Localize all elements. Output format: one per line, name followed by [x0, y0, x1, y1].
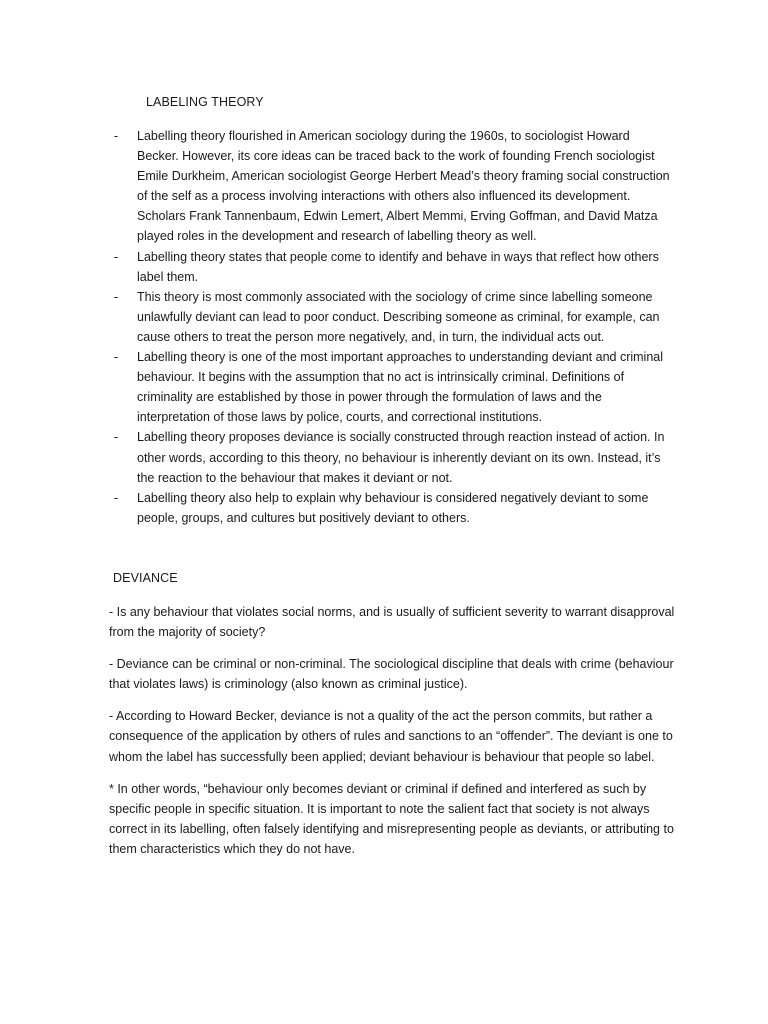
bullet-dash: - — [114, 249, 119, 264]
bullet-dash: - — [114, 129, 119, 143]
list-item-text: Labelling theory proposes deviance is socially constructed through reaction instead of action. In other words, according to this theory, no behaviour is inherently deviant on its own. Instead, it’s the reaction to the behaviour that makes it deviant or not. — [137, 430, 665, 485]
list-item-text: Labelling theory also help to explain why behaviour is considered negatively deviant to some people, groups, and cultures but positively deviant to others. — [137, 490, 649, 525]
list-item-text: Labelling theory flourished in American sociology during the 1960s, to sociologist Howard Becker. However, its core ideas can be traced back to the work of founding French sociologist Emile Durkheim, American sociologist George Herbert Mead’s theory framing social construction of the self as a process involving interactions with others also influenced its development. Scholars Frank Tannenbaum, Edwin Lemert, Albert Memmi, Erving Goffman, and David Matza played roles in the development and research of labelling theory as well. — [137, 129, 670, 244]
deviance-section — [109, 602, 675, 871]
list-item — [114, 347, 674, 427]
deviance-paragraph: * In other words, “behaviour only becomes deviant or criminal if defined and interfered as such by specific people in specific situation. It is important to note the salient fact that society is not always correct in its labelling, often falsely identifying and misrepresenting people as deviants, or attributing to them characteristics which they do not have. — [109, 781, 674, 856]
bullet-dash: - — [114, 490, 119, 505]
list-item — [114, 247, 674, 287]
list-item — [114, 488, 674, 528]
list-item — [114, 287, 674, 347]
list-item — [114, 427, 674, 487]
deviance-paragraph: - Deviance can be criminal or non-criminal. The sociological discipline that deals with crime (behaviour that violates laws) is criminology (also known as criminal justice). — [109, 657, 674, 692]
labeling-theory-heading: LABELING THEORY — [146, 95, 264, 109]
bullet-dash: - — [114, 289, 119, 304]
list-item-text: This theory is most commonly associated with the sociology of crime since labelling someone unlawfully deviant can lead to poor conduct. Describing someone as criminal, for example, can cause others to treat the person more negatively, and, in turn, the individual acts out. — [137, 289, 660, 344]
labeling-theory-list — [114, 126, 674, 528]
deviance-paragraph: - According to Howard Becker, deviance is not a quality of the act the person commits, but rather a consequence of the application by others of rules and sanctions to an “offender”. The deviant is one to whom the label has successfully been applied; deviant behaviour is behaviour that people so label. — [109, 709, 673, 764]
deviance-heading: DEVIANCE — [113, 571, 178, 585]
deviance-paragraph: - Is any behaviour that violates social norms, and is usually of sufficient severity to warrant disapproval from the majority of society? — [109, 605, 675, 640]
bullet-dash: - — [114, 350, 119, 365]
list-item-text: Labelling theory is one of the most important approaches to understanding deviant and criminal behaviour. It begins with the assumption that no act is intrinsically criminal. Definitions of criminality are established by those in power through the formulation of laws and the interpretation of those laws by police, courts, and correctional institutions. — [137, 350, 664, 425]
list-item — [114, 126, 674, 247]
list-item-text: Labelling theory states that people come to identify and behave in ways that reflect how others label them. — [137, 249, 659, 284]
bullet-dash: - — [114, 430, 119, 445]
